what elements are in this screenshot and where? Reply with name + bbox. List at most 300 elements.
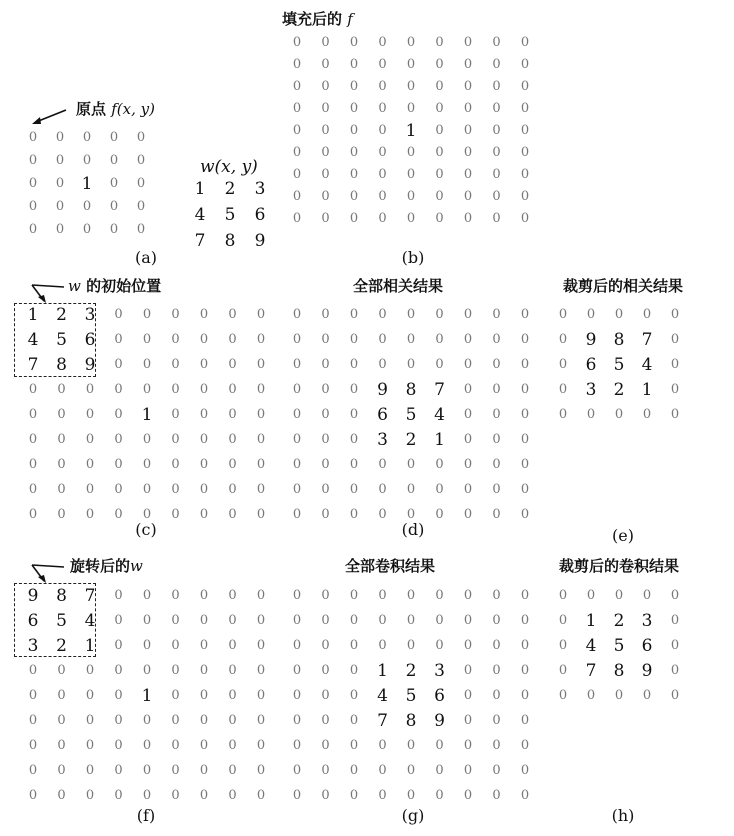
grid-cell-d: 0 — [463, 357, 473, 372]
grid-cell-f: 0 — [228, 663, 237, 678]
grid-cell-g: 0 — [492, 688, 501, 703]
grid-cell-b: 0 — [406, 189, 416, 204]
grid-cell-b: 0 — [378, 145, 387, 160]
grid-cell-f: 0 — [256, 613, 266, 628]
grid-cell-f: 0 — [85, 688, 95, 703]
grid-cell-b: 0 — [378, 123, 387, 138]
grid-cell-c: 0 — [171, 482, 180, 497]
grid-cell-c: 0 — [28, 407, 38, 422]
grid-cell-d: 0 — [321, 382, 330, 397]
grid-cell-f: 0 — [28, 788, 38, 803]
grid-cell-c: 0 — [171, 432, 180, 447]
grid-cell-w: 7 — [194, 231, 206, 251]
grid-cell-g: 6 — [434, 686, 445, 706]
grid-cell-b: 0 — [520, 211, 530, 226]
grid-cell-f: 0 — [256, 738, 266, 753]
grid-cell-b: 0 — [492, 57, 501, 72]
grid-cell-g: 0 — [492, 613, 501, 628]
grid-cell-c: 0 — [171, 307, 180, 322]
grid-cell-c: 0 — [171, 457, 180, 472]
grid-cell-h: 4 — [585, 636, 597, 656]
grid-cell-h: 0 — [558, 663, 568, 678]
grid-cell-g: 0 — [406, 638, 416, 653]
grid-cell-g: 2 — [405, 661, 417, 681]
grid-cell-g: 0 — [321, 638, 330, 653]
grid-cell-f: 7 — [84, 586, 96, 606]
grid-cell-c: 8 — [56, 355, 67, 375]
grid-cell-d: 2 — [405, 430, 417, 450]
grid-cell-e: 4 — [641, 355, 653, 375]
grid-cell-d: 0 — [378, 332, 387, 347]
grid-cell-d: 0 — [406, 307, 416, 322]
grid-cell-f: 0 — [114, 788, 123, 803]
grid-cell-c: 0 — [199, 407, 209, 422]
grid-cell-f: 0 — [171, 788, 180, 803]
grid-cell-h: 8 — [613, 661, 625, 681]
grid-cell-g: 0 — [520, 763, 530, 778]
grid-cell-e: 3 — [585, 380, 597, 400]
grid-cell-c: 0 — [28, 482, 38, 497]
grid-cell-g: 0 — [292, 663, 302, 678]
grid-cell-f: 0 — [171, 713, 180, 728]
grid-cell-b: 0 — [463, 79, 473, 94]
grid-cell-b: 0 — [492, 35, 501, 50]
grid-cell-e: 9 — [585, 330, 597, 350]
grid-cell-b: 0 — [520, 189, 530, 204]
grid-cell-d: 0 — [321, 432, 330, 447]
grid-cell-f: 0 — [199, 613, 209, 628]
grid-cell-e: 0 — [670, 307, 680, 322]
grid-cell-b: 0 — [349, 101, 359, 116]
grid-cell-c: 0 — [57, 482, 66, 497]
grid-cell-f: 0 — [57, 788, 66, 803]
grid-cell-f: 0 — [171, 738, 180, 753]
grid-cell-b: 0 — [492, 189, 501, 204]
caption-f: (f) — [136, 806, 156, 825]
grid-cell-d: 0 — [349, 457, 359, 472]
grid-cell-g: 0 — [406, 763, 416, 778]
grid-cell-c: 0 — [85, 382, 95, 397]
grid-cell-b: 0 — [292, 145, 302, 160]
grid-cell-g: 0 — [463, 713, 473, 728]
grid-cell-g: 4 — [377, 686, 388, 706]
grid-cell-b: 0 — [321, 189, 330, 204]
grid-cell-f: 0 — [142, 763, 152, 778]
grid-cell-g: 0 — [492, 638, 501, 653]
grid-cell-g: 0 — [492, 738, 501, 753]
grid-cell-f: 0 — [142, 613, 152, 628]
grid-cell-d: 0 — [378, 307, 387, 322]
grid-cell-c: 0 — [171, 507, 180, 522]
grid-cell-b: 0 — [349, 57, 359, 72]
grid-cell-g: 0 — [406, 788, 416, 803]
grid-cell-c: 0 — [28, 457, 38, 472]
grid-cell-b: 0 — [378, 167, 387, 182]
grid-cell-f: 0 — [199, 763, 209, 778]
grid-cell-b: 0 — [349, 35, 359, 50]
grid-cell-w: 1 — [194, 179, 206, 199]
grid-cell-c: 0 — [142, 507, 152, 522]
grid-cell-d: 0 — [292, 507, 302, 522]
grid-cell-h: 3 — [641, 611, 653, 631]
grid-cell-c: 0 — [142, 432, 152, 447]
grid-cell-c: 0 — [114, 307, 123, 322]
grid-cell-c: 0 — [256, 432, 266, 447]
grid-cell-f: 0 — [142, 738, 152, 753]
caption-h: (h) — [611, 806, 635, 825]
grid-cell-e: 0 — [558, 332, 568, 347]
grid-cell-d: 0 — [520, 407, 530, 422]
grid-cell-b: 0 — [406, 101, 416, 116]
grid-cell-g: 0 — [406, 588, 416, 603]
grid-cell-h: 0 — [558, 613, 568, 628]
grid-cell-e: 0 — [558, 357, 568, 372]
grid-cell-b: 0 — [406, 79, 416, 94]
grid-cell-h: 0 — [670, 613, 680, 628]
grid-cell-b: 0 — [292, 167, 302, 182]
grid-cell-f: 0 — [171, 663, 180, 678]
grid-cell-d: 0 — [435, 457, 444, 472]
grid-cell-f: 0 — [171, 688, 180, 703]
grid-cell-g: 0 — [463, 613, 473, 628]
grid-cell-f: 0 — [114, 713, 123, 728]
grid-cell-f: 0 — [142, 663, 152, 678]
grid-cell-f: 0 — [199, 788, 209, 803]
grid-cell-b: 0 — [349, 189, 359, 204]
caption-a: (a) — [134, 248, 158, 267]
grid-cell-h: 0 — [558, 638, 568, 653]
grid-cell-c: 0 — [85, 507, 95, 522]
grid-cell-d: 0 — [321, 457, 330, 472]
grid-cell-g: 0 — [435, 738, 444, 753]
grid-cell-c: 0 — [256, 307, 266, 322]
grid-cell-b: 0 — [463, 101, 473, 116]
grid-cell-f: 0 — [256, 713, 266, 728]
grid-cell-f: 0 — [57, 663, 66, 678]
grid-cell-b: 0 — [463, 35, 473, 50]
grid-cell-g: 5 — [405, 686, 417, 706]
grid-cell-e: 0 — [558, 382, 568, 397]
grid-cell-a: 0 — [82, 130, 92, 145]
grid-cell-b: 0 — [349, 145, 359, 160]
grid-cell-e: 0 — [670, 407, 680, 422]
grid-cell-c: 0 — [28, 507, 38, 522]
grid-cell-g: 0 — [378, 613, 387, 628]
grid-cell-d: 0 — [349, 507, 359, 522]
grid-cell-b: 0 — [349, 123, 359, 138]
grid-cell-f: 0 — [199, 588, 209, 603]
grid-cell-d: 1 — [434, 430, 445, 450]
grid-cell-c: 0 — [142, 482, 152, 497]
grid-cell-c: 0 — [199, 432, 209, 447]
grid-cell-e: 0 — [558, 407, 568, 422]
grid-cell-d: 3 — [377, 430, 388, 450]
grid-cell-d: 0 — [406, 332, 416, 347]
caption-g: (g) — [401, 806, 425, 825]
grid-cell-g: 0 — [292, 713, 302, 728]
grid-cell-c: 0 — [228, 407, 237, 422]
grid-cell-b: 0 — [349, 79, 359, 94]
grid-cell-h: 0 — [614, 688, 624, 703]
grid-cell-f: 4 — [84, 611, 96, 631]
grid-cell-g: 0 — [520, 788, 530, 803]
grid-cell-g: 0 — [435, 588, 444, 603]
grid-cell-g: 0 — [292, 613, 302, 628]
grid-cell-g: 0 — [520, 663, 530, 678]
grid-cell-d: 7 — [434, 380, 445, 400]
grid-cell-b: 0 — [463, 123, 473, 138]
label-origin-text: 原点 — [76, 100, 112, 118]
grid-cell-g: 0 — [463, 588, 473, 603]
grid-cell-b: 0 — [406, 167, 416, 182]
grid-cell-g: 0 — [349, 738, 359, 753]
grid-cell-g: 0 — [435, 763, 444, 778]
grid-cell-h: 0 — [642, 688, 652, 703]
grid-cell-b: 0 — [378, 35, 387, 50]
grid-cell-w: 9 — [254, 231, 266, 251]
grid-cell-e: 0 — [586, 307, 596, 322]
grid-cell-f: 0 — [85, 738, 95, 753]
title-cropped-correlation: 裁剪后的相关结果 — [563, 277, 684, 295]
grid-cell-b: 0 — [435, 189, 444, 204]
grid-cell-a: 0 — [28, 130, 38, 145]
grid-cell-f: 0 — [199, 638, 209, 653]
grid-cell-g: 0 — [321, 663, 330, 678]
grid-cell-f: 0 — [171, 613, 180, 628]
grid-cell-h: 5 — [613, 636, 625, 656]
grid-cell-c: 0 — [228, 432, 237, 447]
grid-cell-f: 0 — [171, 588, 180, 603]
grid-cell-h: 0 — [614, 588, 624, 603]
grid-cell-f: 0 — [228, 763, 237, 778]
grid-cell-g: 0 — [349, 713, 359, 728]
grid-cell-b: 0 — [520, 79, 530, 94]
grid-cell-d: 0 — [492, 382, 501, 397]
grid-cell-f: 0 — [256, 788, 266, 803]
grid-cell-f: 0 — [142, 713, 152, 728]
grid-cell-a: 0 — [28, 176, 38, 191]
grid-cell-h: 6 — [641, 636, 653, 656]
grid-cell-b: 0 — [492, 145, 501, 160]
grid-cell-c: 0 — [228, 307, 237, 322]
grid-cell-w: 4 — [194, 205, 206, 225]
label-origin — [76, 98, 155, 119]
grid-cell-g: 0 — [378, 588, 387, 603]
grid-cell-c: 0 — [114, 432, 123, 447]
grid-cell-b: 0 — [492, 79, 501, 94]
grid-cell-g: 0 — [378, 788, 387, 803]
grid-cell-a: 0 — [82, 222, 92, 237]
grid-cell-d: 0 — [520, 307, 530, 322]
grid-cell-h: 0 — [670, 663, 680, 678]
grid-cell-b: 0 — [435, 79, 444, 94]
grid-cell-b: 0 — [292, 211, 302, 226]
grid-cell-f: 0 — [28, 763, 38, 778]
grid-cell-e: 0 — [670, 357, 680, 372]
grid-cell-d: 0 — [349, 482, 359, 497]
grid-cell-h: 0 — [586, 688, 596, 703]
grid-cell-g: 0 — [492, 588, 501, 603]
grid-cell-b: 0 — [321, 79, 330, 94]
grid-cell-d: 0 — [463, 457, 473, 472]
grid-cell-d: 0 — [492, 307, 501, 322]
grid-cell-d: 0 — [292, 457, 302, 472]
grid-cell-c: 0 — [199, 357, 209, 372]
grid-cell-d: 0 — [378, 457, 387, 472]
grid-cell-b: 0 — [435, 57, 444, 72]
grid-cell-g: 0 — [349, 588, 359, 603]
grid-cell-g: 0 — [378, 738, 387, 753]
label-origin-func: f(x, y) — [111, 100, 155, 118]
grid-cell-d: 0 — [321, 507, 330, 522]
grid-cell-b: 0 — [463, 167, 473, 182]
grid-cell-b: 0 — [435, 123, 444, 138]
grid-cell-b: 0 — [378, 79, 387, 94]
grid-cell-c: 0 — [114, 407, 123, 422]
grid-cell-b: 0 — [435, 145, 444, 160]
grid-cell-b: 0 — [321, 57, 330, 72]
grid-cell-b: 0 — [321, 211, 330, 226]
grid-cell-d: 0 — [292, 307, 302, 322]
grid-cell-d: 0 — [292, 482, 302, 497]
grid-cell-b: 0 — [492, 167, 501, 182]
grid-cell-a: 0 — [109, 176, 119, 191]
grid-cell-d: 0 — [406, 457, 416, 472]
grid-cell-c: 0 — [171, 407, 180, 422]
grid-cell-c: 0 — [114, 457, 123, 472]
grid-cell-d: 0 — [349, 357, 359, 372]
grid-cell-c: 0 — [57, 432, 66, 447]
grid-cell-e: 2 — [613, 380, 625, 400]
grid-cell-a: 0 — [55, 199, 65, 214]
title-rotated-w-symbol: w — [130, 557, 143, 575]
grid-cell-g: 0 — [463, 638, 473, 653]
grid-cell-c: 0 — [228, 357, 237, 372]
grid-cell-c: 1 — [27, 305, 39, 325]
grid-cell-b: 0 — [520, 145, 530, 160]
grid-cell-b: 0 — [520, 35, 530, 50]
grid-cell-c: 0 — [85, 482, 95, 497]
grid-cell-b: 0 — [378, 211, 387, 226]
grid-cell-d: 0 — [292, 357, 302, 372]
grid-cell-b: 0 — [406, 57, 416, 72]
grid-cell-e: 0 — [558, 307, 568, 322]
grid-cell-d: 0 — [492, 357, 501, 372]
grid-cell-a: 0 — [136, 130, 146, 145]
grid-cell-h: 1 — [585, 611, 597, 631]
grid-cell-d: 0 — [349, 432, 359, 447]
grid-cell-a: 0 — [55, 176, 65, 191]
grid-cell-f: 0 — [199, 738, 209, 753]
grid-cell-d: 0 — [435, 332, 444, 347]
grid-cell-c: 0 — [85, 407, 95, 422]
caption-d: (d) — [401, 520, 425, 539]
grid-cell-d: 0 — [378, 482, 387, 497]
grid-cell-d: 5 — [405, 405, 417, 425]
grid-cell-g: 0 — [520, 588, 530, 603]
grid-cell-g: 0 — [349, 613, 359, 628]
grid-cell-g: 0 — [463, 763, 473, 778]
grid-cell-d: 0 — [435, 507, 444, 522]
grid-cell-g: 0 — [321, 713, 330, 728]
grid-cell-g: 0 — [435, 638, 444, 653]
grid-cell-c: 0 — [228, 332, 237, 347]
grid-cell-c: 0 — [114, 482, 123, 497]
grid-cell-d: 0 — [492, 457, 501, 472]
grid-cell-c: 0 — [256, 457, 266, 472]
grid-cell-f: 0 — [114, 763, 123, 778]
grid-cell-c: 0 — [228, 457, 237, 472]
grid-cell-f: 6 — [27, 611, 39, 631]
grid-cell-a: 0 — [55, 130, 65, 145]
grid-cell-d: 0 — [292, 382, 302, 397]
grid-cell-d: 0 — [406, 507, 416, 522]
grid-cell-d: 0 — [520, 482, 530, 497]
grid-cell-h: 0 — [558, 688, 568, 703]
grid-cell-g: 0 — [378, 763, 387, 778]
grid-cell-b: 0 — [463, 211, 473, 226]
grid-cell-d: 0 — [435, 482, 444, 497]
grid-cell-g: 3 — [434, 661, 445, 681]
grid-cell-c: 0 — [142, 357, 152, 372]
grid-cell-g: 0 — [292, 638, 302, 653]
grid-cell-a: 0 — [82, 153, 92, 168]
grid-cell-w: 5 — [224, 205, 236, 225]
grid-cell-f: 0 — [228, 688, 237, 703]
grid-cell-f: 0 — [228, 588, 237, 603]
title-cropped-convolution: 裁剪后的卷积结果 — [559, 557, 680, 575]
grid-cell-d: 0 — [292, 432, 302, 447]
grid-cell-a: 0 — [136, 199, 146, 214]
grid-cell-d: 0 — [435, 307, 444, 322]
grid-cell-c: 0 — [142, 382, 152, 397]
grid-cell-f: 0 — [228, 738, 237, 753]
grid-cell-c: 0 — [256, 382, 266, 397]
grid-cell-d: 0 — [321, 357, 330, 372]
grid-cell-a: 0 — [55, 222, 65, 237]
grid-cell-c: 0 — [57, 407, 66, 422]
grid-cell-b: 0 — [349, 167, 359, 182]
grid-cell-a: 0 — [136, 222, 146, 237]
grid-cell-g: 9 — [434, 711, 445, 731]
grid-cell-g: 0 — [292, 763, 302, 778]
grid-cell-g: 0 — [463, 663, 473, 678]
grid-cell-g: 0 — [406, 613, 416, 628]
grid-cell-c: 0 — [171, 332, 180, 347]
grid-cell-c: 0 — [142, 307, 152, 322]
grid-cell-c: 0 — [256, 507, 266, 522]
grid-cell-g: 0 — [321, 588, 330, 603]
grid-cell-h: 0 — [670, 588, 680, 603]
grid-cell-e: 1 — [641, 380, 653, 400]
title-full-correlation: 全部相关结果 — [353, 277, 444, 295]
grid-cell-c: 0 — [199, 457, 209, 472]
caption-c: (c) — [135, 520, 157, 539]
grid-cell-f: 0 — [57, 738, 66, 753]
grid-cell-b: 0 — [463, 189, 473, 204]
grid-cell-g: 0 — [435, 788, 444, 803]
grid-cell-g: 0 — [406, 738, 416, 753]
grid-cell-b: 0 — [520, 101, 530, 116]
grid-cell-c: 0 — [85, 457, 95, 472]
grid-cell-g: 0 — [349, 638, 359, 653]
grid-cell-f: 0 — [114, 688, 123, 703]
grid-cell-c: 0 — [57, 457, 66, 472]
grid-cell-f: 0 — [28, 663, 38, 678]
grid-cell-f: 0 — [142, 788, 152, 803]
grid-cell-f: 0 — [171, 763, 180, 778]
grid-cell-b: 0 — [349, 211, 359, 226]
